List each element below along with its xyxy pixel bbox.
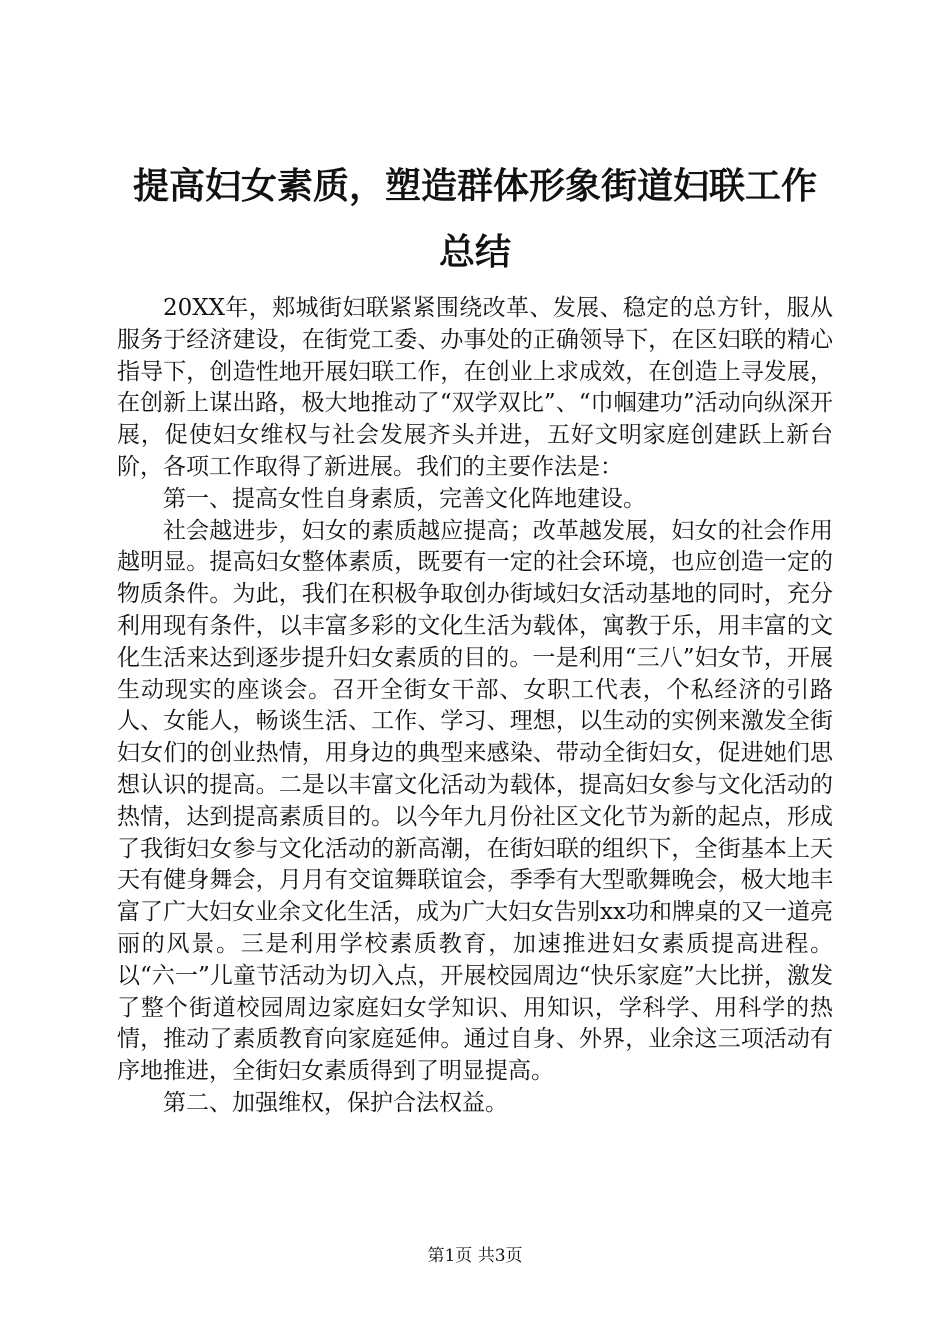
page-number-footer: 第1页 共3页 [427, 1246, 523, 1266]
section-heading-1: 第一、提高女性自身素质，完善文化阵地建设。 [163, 485, 646, 512]
paragraph-intro: 20XX年，郏城街妇联紧紧围绕改革、发展、稳定的总方针，服从服务于经济建设，在街党工委、办事处的正确领导下，在区妇联的精心指导下，创造性地开展妇联工作，在创业上求成效，在创造上寻发展，在创新上谋出路，极大地推动了“双学双比”、“巾帼建功”活动向纵深开展，促使妇女维权与社会发展齐头并进，五好文明家庭创建跃上新台阶，各项工作取得了新进展。我们的主要作法是： [117, 295, 833, 480]
document-body [117, 293, 833, 1120]
document-title: 提高妇女素质，塑造群体形象街道妇联工作总结 [132, 165, 817, 273]
section-heading-2: 第二、加强维权，保护合法权益。 [163, 1089, 508, 1116]
paragraph-section-1: 社会越进步，妇女的素质越应提高；改革越发展，妇女的社会作用越明显。提高妇女整体素质，既要有一定的社会环境，也应创造一定的物质条件。为此，我们在积极争取创办街域妇女活动基地的同时，充分利用现有条件，以丰富多彩的文化生活为载体，寓教于乐，用丰富的文化生活来达到逐步提升妇女素质的目的。一是利用“三八”妇女节，开展生动现实的座谈会。召开全街女干部、女职工代表，个私经济的引路人、女能人，畅谈生活、工作、学习、理想，以生动的实例来激发全街妇女们的创业热情，用身边的典型来感染、带动全街妇女，促进她们思想认识的提高。二是以丰富文化活动为载体，提高妇女参与文化活动的热情，达到提高素质目的。以今年九月份社区文化节为新的起点，形成了我街妇女参与文化活动的新高潮，在街妇联的组织下，全街基本上天天有健身舞会，月月有交谊舞联谊会，季季有大型歌舞晚会，极大地丰富了广大妇女业余文化生活，成为广大妇女告别xx功和牌桌的又一道亮丽的风景。三是利用学校素质教育，加速推进妇女素质提高进程。以“六一”儿童节活动为切入点，开展校园周边“快乐家庭”大比拼，激发了整个街道校园周边家庭妇女学知识、用知识，学科学、用科学的热情，推动了素质教育向家庭延伸。通过自身、外界，业余这三项活动有序地推进，全街妇女素质得到了明显提高。 [117, 517, 833, 1085]
